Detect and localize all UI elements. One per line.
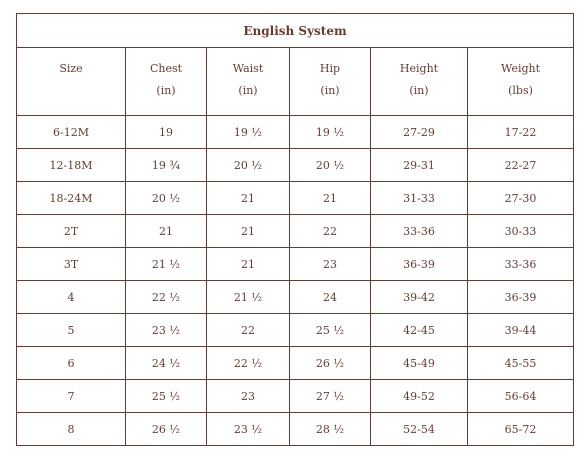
table-row: [17, 116, 574, 149]
table-cell: 45-49: [371, 347, 468, 380]
title-row: [17, 14, 574, 48]
table-row: [17, 182, 574, 215]
table-cell: 5: [17, 314, 126, 347]
table-cell: 2T: [17, 215, 126, 248]
header-row: [17, 48, 574, 116]
table-title: English System: [17, 14, 574, 48]
table-row: [17, 215, 574, 248]
table-cell: 27 ½: [290, 380, 371, 413]
table-cell: 3T: [17, 248, 126, 281]
table-cell: 25 ½: [126, 380, 207, 413]
table-row: [17, 413, 574, 446]
table-cell: 21 ½: [207, 281, 290, 314]
table-cell: 39-42: [371, 281, 468, 314]
table-row: [17, 380, 574, 413]
table-cell: 6-12M: [17, 116, 126, 149]
table-cell: 21 ½: [126, 248, 207, 281]
table-cell: 42-45: [371, 314, 468, 347]
column-header-label: Waist: [232, 62, 264, 75]
table-cell: 27-30: [468, 182, 574, 215]
table-cell: 30-33: [468, 215, 574, 248]
column-header: [207, 48, 290, 116]
table-cell: 26 ½: [290, 347, 371, 380]
column-header-unit: (in): [409, 84, 429, 97]
table-cell: 33-36: [468, 248, 574, 281]
table-cell: 39-44: [468, 314, 574, 347]
column-header: [126, 48, 207, 116]
table-cell: 23: [290, 248, 371, 281]
column-header-unit: (in): [156, 84, 176, 97]
table-cell: 56-64: [468, 380, 574, 413]
table-cell: 22 ½: [126, 281, 207, 314]
table-cell: 17-22: [468, 116, 574, 149]
table-cell: 22-27: [468, 149, 574, 182]
table-cell: 33-36: [371, 215, 468, 248]
column-header-unit: (in): [238, 84, 258, 97]
table-cell: 26 ½: [126, 413, 207, 446]
column-header: [468, 48, 574, 116]
table-cell: 24: [290, 281, 371, 314]
column-header-label: Height: [399, 62, 439, 75]
column-header-unit: (in): [320, 84, 340, 97]
table-cell: 21: [207, 248, 290, 281]
table-cell: 19 ½: [290, 116, 371, 149]
table-cell: 29-31: [371, 149, 468, 182]
table-cell: 6: [17, 347, 126, 380]
column-header: [371, 48, 468, 116]
table-row: [17, 314, 574, 347]
table-cell: 20 ½: [290, 149, 371, 182]
table-cell: 7: [17, 380, 126, 413]
table-row: [17, 248, 574, 281]
table-cell: 45-55: [468, 347, 574, 380]
table-cell: 52-54: [371, 413, 468, 446]
size-chart-container: [16, 13, 574, 446]
table-row: [17, 149, 574, 182]
table-cell: 31-33: [371, 182, 468, 215]
table-cell: 22: [207, 314, 290, 347]
table-cell: 21: [290, 182, 371, 215]
table-cell: 4: [17, 281, 126, 314]
table-cell: 23 ½: [126, 314, 207, 347]
table-cell: 21: [207, 215, 290, 248]
table-row: [17, 347, 574, 380]
table-cell: 19 ¾: [126, 149, 207, 182]
table-cell: 65-72: [468, 413, 574, 446]
table-cell: 20 ½: [207, 149, 290, 182]
table-cell: 36-39: [468, 281, 574, 314]
table-cell: 25 ½: [290, 314, 371, 347]
table-cell: 36-39: [371, 248, 468, 281]
table-cell: 27-29: [371, 116, 468, 149]
table-cell: 24 ½: [126, 347, 207, 380]
table-cell: 20 ½: [126, 182, 207, 215]
column-header-label: Hip: [319, 62, 341, 75]
table-cell: 23 ½: [207, 413, 290, 446]
table-cell: 19 ½: [207, 116, 290, 149]
column-header-unit: (lbs): [508, 84, 533, 97]
table-cell: 12-18M: [17, 149, 126, 182]
column-header: [17, 48, 126, 116]
size-chart-table: [16, 13, 574, 446]
table-cell: 49-52: [371, 380, 468, 413]
table-cell: 8: [17, 413, 126, 446]
column-header-label: Chest: [149, 62, 183, 75]
column-header-label: Size: [59, 62, 83, 75]
table-cell: 23: [207, 380, 290, 413]
table-body: [17, 116, 574, 446]
table-cell: 21: [207, 182, 290, 215]
table-cell: 19: [126, 116, 207, 149]
table-cell: 22: [290, 215, 371, 248]
column-header: [290, 48, 371, 116]
table-cell: 28 ½: [290, 413, 371, 446]
table-cell: 18-24M: [17, 182, 126, 215]
table-cell: 22 ½: [207, 347, 290, 380]
column-header-label: Weight: [501, 62, 541, 75]
table-cell: 21: [126, 215, 207, 248]
table-row: [17, 281, 574, 314]
